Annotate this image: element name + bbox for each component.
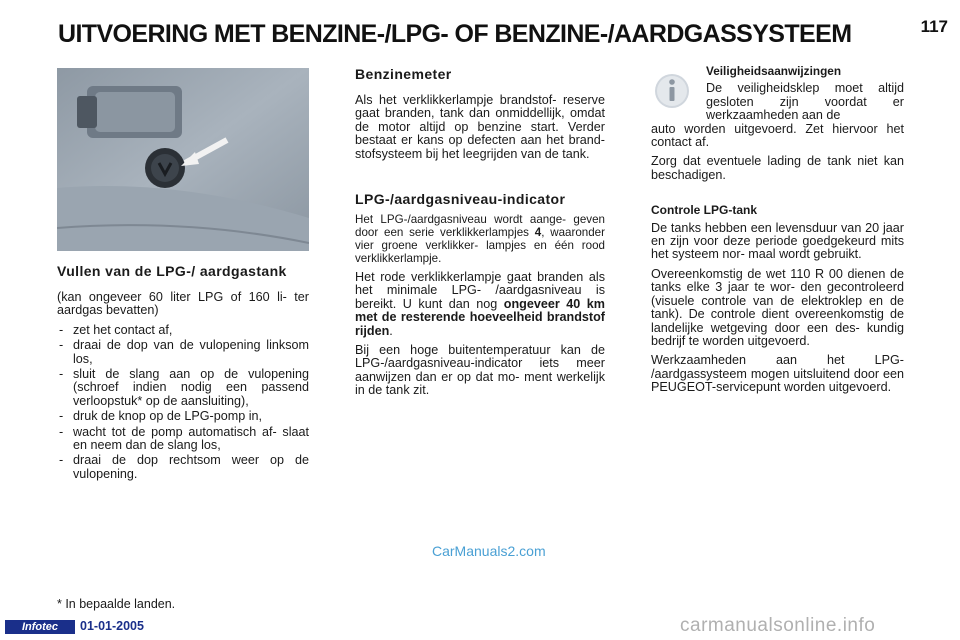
temperature-text: Bij een hoge buitentemperatuur kan de LPG-/aardgasniveau-indicator iets meer aanwijzen dan er op dat mo- ment werkelijk in de tank zit. [355,343,605,398]
lamp-count: 4 [534,226,542,240]
safety-text-indented: De veiligheidsklep moet altijd gesloten zijn voordat er werkzaamheden aan de [706,81,904,123]
page-title: UITVOERING MET BENZINE-/LPG- OF BENZINE-/AARDGASSYSTEEM [58,20,852,48]
column-left [57,263,309,483]
column-right [651,65,904,401]
control-text-2: Overeenkomstig de wet 110 R 00 dienen de tanks elke 3 jaar te wor- den gecontroleerd (visuele controle van de elektroklep en de tank). De controle dient overeenkomstig de landelijke wetgeving door een des- kundig bedrijf te worden uitgevoerd. [651,266,904,348]
column-middle [355,66,605,404]
control-heading: Controle LPG-tank [651,203,758,218]
fuel-cap-photo [57,68,309,251]
safety-text-2: Zorg dat eventuele lading de tank niet kan beschadigen. [651,154,904,182]
page-number: 117 [920,17,948,36]
section-heading-filling: Vullen van de LPG-/ aardgastank [57,263,287,279]
lpg-indicator-text [355,213,605,265]
benzine-text: Als het verklikkerlampje brandstof- reserve gaat branden, tank dan onmiddellijk, omdat de motor altijd op benzine start. Verder bestaat er kans op defecten aan het brand- stofsysteem bij het leegrijden van de tank. [355,93,605,161]
control-text-1: De tanks hebben een levensduur van 20 jaar en zijn voor deze periode goedgekeurd mits het systeem nor- maal wordt gebruikt. [651,220,904,262]
safety-text: auto worden uitgevoerd. Zet hiervoor het contact af. [651,121,904,150]
list-item: - draai de dop rechtsom weer op de vulopening. [57,454,309,481]
safety-heading: Veiligheidsaanwijzingen [706,64,842,78]
red-lamp-text [355,271,605,338]
red-lamp-end: . [389,323,393,338]
filling-steps [57,324,309,481]
footnote: * In bepaalde landen. [57,597,176,611]
infotec-logo: Infotec [5,620,75,634]
control-text-3: Werkzaamheden aan het LPG- /aardgassysteem mogen uitsluitend door een PEUGEOT-servicepunt worden uitgevoerd. [651,353,904,395]
footer-date: 01-01-2005 [80,619,144,633]
list-item: - wacht tot de pomp automatisch af- slaat en neem dan de slang los, [57,426,309,453]
list-item: - zet het contact af, [57,324,309,337]
watermark: CarManuals2.com [432,543,546,559]
footer-site: carmanualsonline.info [680,615,876,636]
section-heading-benzine: Benzinemeter [355,66,452,82]
red-lamp-range: ongeveer 40 km met de resterende hoeveelheid brandstof rijden [355,296,606,338]
list-item: - druk de knop op de LPG-pomp in, [57,410,309,423]
list-item: - draai de dop van de vulopening linksom los, [57,339,309,366]
lpg-intro-end: , waaronder vier groene verklikker- lampjes en één rood verklikkerlampje. [355,226,605,266]
tank-capacity-text: (kan ongeveer 60 liter LPG of 160 li- ter aardgas bevatten) [57,290,309,318]
list-item: - sluit de slang aan op de vulopening (schroef indien nodig een passend verloopstuk* op de aansluiting), [57,368,309,408]
red-lamp-start: Het rode verklikkerlampje gaat branden als het minimale LPG- /aardgasniveau is bereikt. U kunt dan nog [355,270,605,311]
lpg-intro: Het LPG-/aardgasniveau wordt aange- geven door een serie verklikkerlampjes [355,213,605,240]
section-heading-lpg: LPG-/aardgasniveau-indicator [355,191,566,208]
